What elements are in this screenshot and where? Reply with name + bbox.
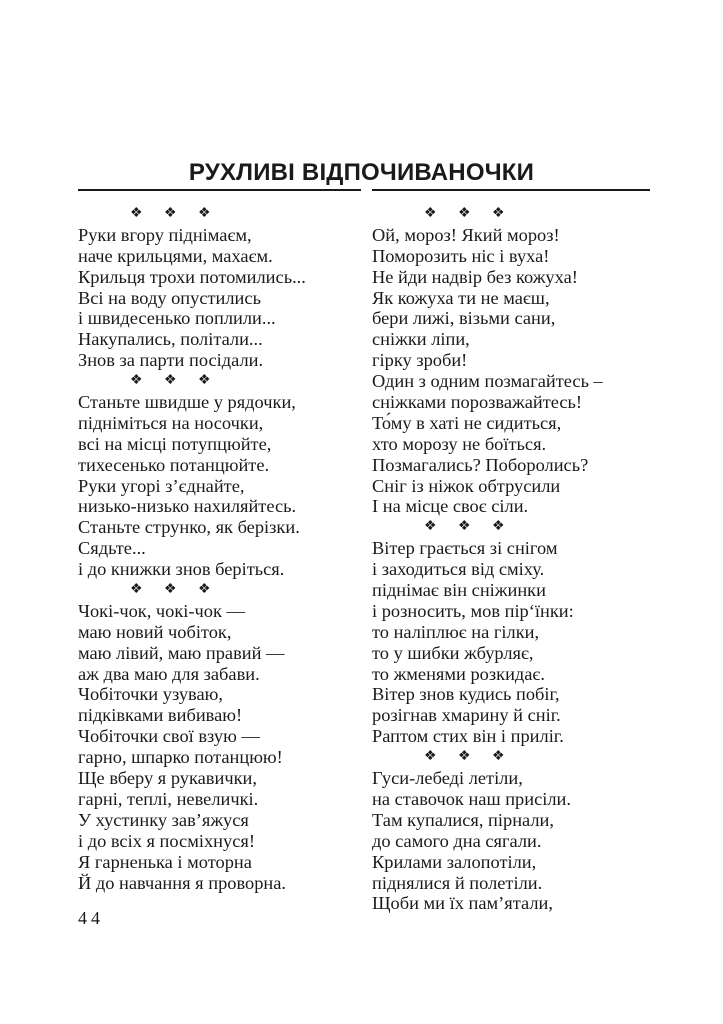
poem-line: Крилами залопотіли,	[372, 851, 537, 872]
ornament-icon: ❖	[458, 749, 471, 765]
poem-line: піднялися й полетіли.	[372, 872, 543, 893]
ornament-icon: ❖	[492, 519, 505, 535]
poem-line: У хустинку зав’яжуся	[78, 809, 249, 830]
title-rule-right	[372, 189, 650, 191]
ornament-icon: ❖	[198, 373, 211, 389]
poem-line: Станьте швидше у рядочки,	[78, 392, 296, 413]
stanza-separator	[372, 517, 657, 538]
poem-line: Вітер грається зі снігом	[372, 538, 558, 559]
poem-line: Ще вберу я рукавички,	[78, 768, 257, 789]
poem-line: всі на місці потупцюйте,	[78, 433, 272, 454]
poem-line: то жменями розкидає.	[372, 663, 545, 684]
poem-line: Гуси-лебеді летіли,	[372, 768, 523, 789]
poem-line: і швидесенько поплили...	[78, 308, 276, 329]
poem-line: розігнав хмарину й сніг.	[372, 705, 561, 726]
poem-line: Руки угорі з’єднайте,	[78, 475, 245, 496]
poem-line: наче крильцями, махаєм.	[78, 245, 273, 266]
poem-line: і до всіх я посміхнуся!	[78, 830, 255, 851]
poem-line: то наліплює на гілки,	[372, 621, 540, 642]
poem-line: Чокі-чок, чокі-чок —	[78, 600, 245, 621]
poem-line: Не йди надвір без кожуха!	[372, 266, 578, 287]
poem-line: підківками вибиваю!	[78, 705, 243, 726]
poem-line: хто морозу не боїться.	[372, 433, 547, 454]
poem-line: Ой, мороз! Який мороз!	[372, 224, 560, 245]
poem-line: Станьте струнко, як берізки.	[78, 517, 300, 538]
poem-column-left	[78, 204, 363, 893]
ornament-icon: ❖	[164, 582, 177, 598]
poem-line: бери лижі, візьми сани,	[372, 308, 556, 329]
poem-line: аж два маю для забави.	[78, 663, 260, 684]
poem-line: на ставочок наш присіли.	[372, 788, 571, 809]
poem-line: Накупались, політали...	[78, 329, 263, 350]
ornament-icon: ❖	[198, 206, 211, 221]
ornament-icon: ❖	[164, 206, 177, 221]
ornament-icon: ❖	[492, 206, 505, 221]
poem-column-right	[372, 204, 657, 914]
poem-line: тихесенько потанцюйте.	[78, 454, 270, 475]
poem-line: Раптом стих він і приліг.	[372, 726, 564, 747]
poem-line: І на місце своє сіли.	[372, 496, 529, 517]
poem-line: Щоби ми їх пам’ятали,	[372, 893, 553, 914]
poem-line: і розносить, мов пір‘їнки:	[372, 600, 574, 621]
stanza-separator	[78, 580, 363, 601]
poem-line: маю новий чобіток,	[78, 621, 232, 642]
poem-line: Там купалися, пірнали,	[372, 809, 554, 830]
poem-line: гарні, теплі, невеличкі.	[78, 788, 259, 809]
poem-line: і до книжки знов беріться.	[78, 559, 285, 580]
poem-line: підніміться на носочки,	[78, 412, 264, 433]
poem-line: до самого дна сягали.	[372, 830, 542, 851]
stanza-separator	[78, 371, 363, 392]
poem-line: Сніг із ніжок обтрусили	[372, 475, 561, 496]
ornament-icon: ❖	[424, 519, 437, 535]
ornament-icon: ❖	[130, 206, 143, 221]
poem-line: гарно, шпарко потанцюю!	[78, 747, 283, 768]
ornament-icon: ❖	[492, 749, 505, 765]
page-title: РУХЛИВІ ВІДПОЧИВАНОЧКИ	[188, 159, 535, 186]
ornament-icon: ❖	[130, 373, 143, 389]
poem-line: Руки вгору піднімаєм,	[78, 224, 252, 245]
stanza-separator	[372, 204, 657, 225]
poem-line: піднімає він сніжинки	[372, 580, 546, 601]
poem-line: Позмагались? Поборолись?	[372, 454, 589, 475]
ornament-icon: ❖	[458, 519, 471, 535]
poem-line: то у шибки жбурляє,	[372, 642, 534, 663]
poem-line: Як кожуха ти не маєш,	[372, 287, 550, 308]
ornament-icon: ❖	[164, 373, 177, 389]
poem-line: сніжки ліпи,	[372, 329, 470, 350]
poem-line: Й до навчання я проворна.	[78, 872, 287, 893]
poem-line: сніжками порозважайтесь!	[372, 392, 583, 413]
ornament-icon: ❖	[198, 582, 211, 598]
title-rule-left	[78, 189, 361, 191]
ornament-icon: ❖	[424, 749, 437, 765]
poem-line: низько-низько нахиляйтесь.	[78, 496, 297, 517]
stanza-separator	[78, 204, 363, 225]
poem-line: Один з одним позмагайтесь –	[372, 371, 603, 392]
poem-line: і заходиться від сміху.	[372, 559, 545, 580]
poem-line: Чобіточки узуваю,	[78, 684, 223, 705]
ornament-icon: ❖	[424, 206, 437, 221]
poem-line: Я гарненька і моторна	[78, 851, 252, 872]
ornament-icon: ❖	[458, 206, 471, 221]
stanza-separator	[372, 747, 657, 768]
poem-line: Вітер знов кудись побіг,	[372, 684, 560, 705]
poem-line: Всі на воду опустились	[78, 287, 261, 308]
poem-line: Поморозить ніс і вуха!	[372, 245, 550, 266]
poem-line: Сядьте...	[78, 538, 146, 559]
poem-line: То́му в хаті не сидиться,	[372, 412, 562, 433]
poem-line: Знов за парти посідали.	[78, 350, 264, 371]
poem-line: Крильця трохи потомились...	[78, 266, 306, 287]
ornament-icon: ❖	[130, 582, 143, 598]
poem-line: маю лівий, маю правий —	[78, 642, 285, 663]
poem-line: гірку зроби!	[372, 350, 468, 371]
page-number: 44	[78, 908, 104, 928]
poem-line: Чобіточки свої взую —	[78, 726, 260, 747]
